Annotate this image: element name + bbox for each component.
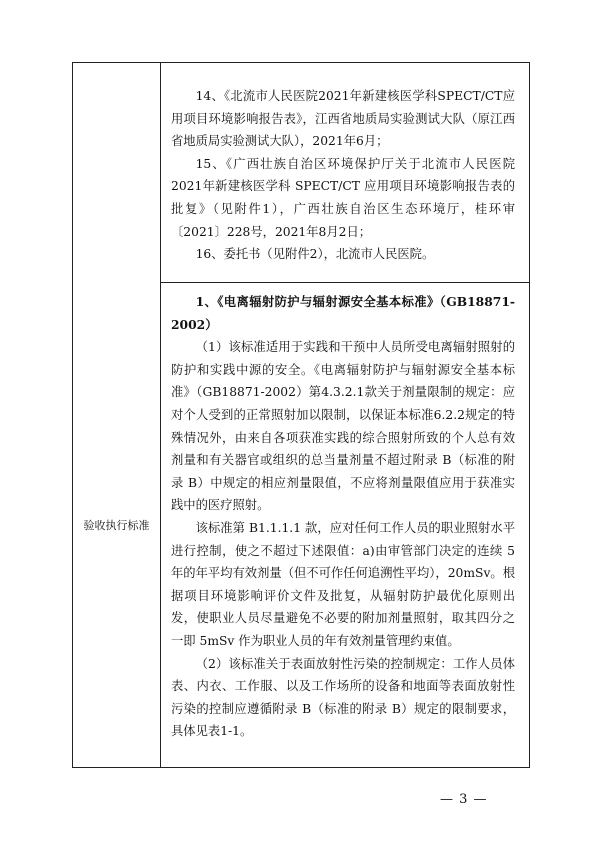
content-table [72,62,530,768]
row-label: 验收执行标准 [83,518,150,532]
reference-item: 16、委托书（见附件2），北流市人民医院。 [195,247,435,262]
reference-item: 14、《北流市人民医院2021年新建核医学科SPECT/CT应用项目环境影响报告表》，江西省地质局实验测试大队（原江西省地质局实验测试大队），2021年6月； [171,89,515,149]
page-number: — 3 — [440,792,488,807]
standard-section [171,291,515,743]
reference-list [171,85,515,266]
column-divider [160,63,161,767]
reference-item: 15、《广西壮族自治区环境保护厅关于北流市人民医院2021年新建核医学科 SPECT/CT 应用项目环境影响报告表的批复》（见附件1），广西壮族自治区生态环境厅，桂环审〔2021〕228号，2021年8月2日； [171,156,515,239]
row-divider [160,282,529,283]
standard-paragraph: （1）该标准适用于实践和干预中人员所受电离辐射照射的防护和实践中源的安全。《电离辐射防护与辐射源安全基本标准》（GB18871-2002）第4.3.2.1款关于剂量限制的规定：应对个人受到的正常照射加以限制，以保证本标准6.2.2规定的特殊情况外，由来自各项获准实践的综合照射所致的个人总有效剂量和有关器官或组织的总当量剂量不超过附录 B（标准的附录 B）中规定的相应剂量限值，不应将剂量限值应用于获准实践中的医疗照射。 [171,340,515,513]
standard-paragraph: 该标准第 B1.1.1.1 款，应对任何工作人员的职业照射水平进行控制，使之不超过下述限值：a)由审管部门决定的连续 5 年的年平均有效剂量（但不可作任何追溯性平均），20mSv。根据项目环境影响评价文件及批复，从辐射防护最优化原则出发，使职业人员尽量避免不必要的附加剂量照射，取其四分之一即 5mSv 作为职业人员的年有效剂量管理约束值。 [171,520,515,648]
standard-paragraph: （2）该标准关于表面放射性污染的控制规定：工作人员体表、内衣、工作服、以及工作场所的设备和地面等表面放射性污染的控制应遵循附录 B（标准的附录 B）规定的限制要求，具体见表1-1。 [171,656,515,739]
standard-heading: 1、《电离辐射防护与辐射源安全基本标准》（GB18871-2002） [171,294,515,332]
